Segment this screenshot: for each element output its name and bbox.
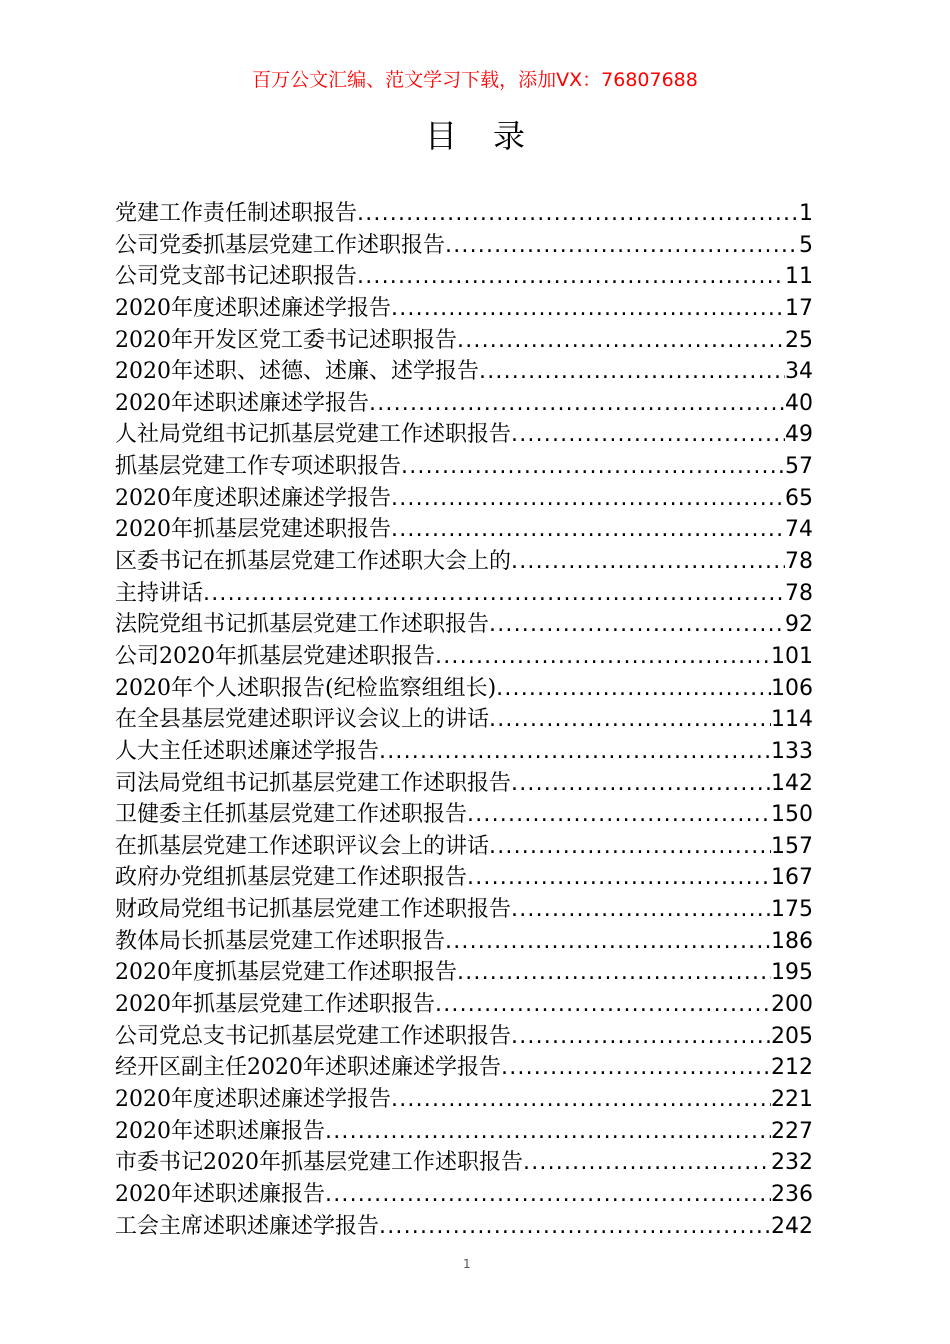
- toc-dot-leader: [391, 1084, 771, 1116]
- toc-entry[interactable]: [115, 736, 813, 768]
- toc-entry-title[interactable]: 公司党支部书记述职报告: [115, 264, 358, 290]
- toc-entry[interactable]: [115, 799, 813, 831]
- toc-entry-title[interactable]: 党建工作责任制述职报告: [115, 201, 358, 226]
- toc-entry[interactable]: [115, 356, 813, 388]
- toc-page-number[interactable]: 236: [771, 1181, 813, 1207]
- toc-dot-leader: [445, 230, 799, 262]
- toc-dot-leader: [435, 989, 771, 1021]
- toc-dot-leader: [467, 799, 771, 831]
- toc-dot-leader: [511, 546, 785, 578]
- toc-entry-title[interactable]: 抓基层党建工作专项述职报告: [115, 454, 402, 480]
- toc-dot-leader: [379, 736, 771, 768]
- toc-entry-title[interactable]: 公司2020年抓基层党建述职报告: [115, 643, 435, 669]
- toc-title: 目录: [424, 117, 561, 155]
- toc-entry[interactable]: [115, 894, 813, 926]
- toc-entry[interactable]: [115, 578, 813, 610]
- toc-entry[interactable]: [115, 1147, 813, 1179]
- toc-entry-title[interactable]: 2020年度抓基层党建工作述职报告: [115, 960, 457, 986]
- toc-page-number[interactable]: 40: [785, 390, 813, 416]
- toc-entry-title[interactable]: 政府办党组抓基层党建工作述职报告: [115, 865, 468, 891]
- toc-page-number[interactable]: 212: [771, 1055, 813, 1081]
- toc-entry-title[interactable]: 财政局党组书记抓基层党建工作述职报告: [115, 897, 512, 923]
- toc-dot-leader: [511, 1021, 771, 1053]
- toc-page-number[interactable]: 232: [771, 1150, 813, 1176]
- toc-entry[interactable]: [115, 862, 813, 894]
- toc-entry[interactable]: [115, 230, 813, 262]
- toc-page-number[interactable]: 78: [785, 549, 813, 575]
- toc-entry[interactable]: [115, 831, 813, 863]
- toc-list: [115, 198, 813, 1242]
- toc-entry[interactable]: [115, 419, 813, 451]
- toc-page-number[interactable]: 195: [771, 960, 813, 986]
- toc-dot-leader: [435, 641, 771, 673]
- toc-entry[interactable]: [115, 198, 813, 230]
- toc-dot-leader: [489, 609, 785, 641]
- toc-page-number[interactable]: 5: [799, 232, 813, 258]
- toc-entry[interactable]: [115, 514, 813, 546]
- toc-page-number[interactable]: 186: [771, 928, 813, 954]
- toc-dot-leader: [511, 894, 771, 926]
- toc-page-number[interactable]: 101: [771, 643, 813, 669]
- toc-entry-title[interactable]: 2020年述职述廉述学报告: [115, 390, 369, 416]
- toc-dot-leader: [511, 419, 785, 451]
- toc-dot-leader: [391, 514, 785, 546]
- toc-entry[interactable]: [115, 261, 813, 293]
- toc-page-number[interactable]: 205: [771, 1023, 813, 1049]
- toc-page-number[interactable]: 11: [785, 264, 813, 290]
- toc-page-number[interactable]: 74: [785, 517, 813, 543]
- toc-entry[interactable]: [115, 1052, 813, 1084]
- toc-page-number[interactable]: 167: [771, 865, 813, 891]
- toc-entry[interactable]: [115, 957, 813, 989]
- toc-page-number[interactable]: 157: [771, 833, 813, 859]
- toc-entry-title[interactable]: 2020年度述职述廉述学报告: [115, 295, 391, 321]
- toc-entry[interactable]: [115, 1179, 813, 1211]
- toc-page-number[interactable]: 25: [785, 327, 813, 353]
- toc-entry[interactable]: [115, 641, 813, 673]
- toc-page-number[interactable]: 34: [785, 359, 813, 385]
- toc-page-number[interactable]: 133: [771, 738, 813, 764]
- toc-entry-title[interactable]: 2020年述职述廉报告: [115, 1181, 325, 1207]
- toc-entry[interactable]: [115, 609, 813, 641]
- toc-dot-leader: [357, 198, 799, 230]
- toc-entry-title[interactable]: 2020年抓基层党建工作述职报告: [115, 992, 435, 1018]
- header-note: 百万公文汇编、范文学习下载，添加VX：76807688: [252, 69, 698, 91]
- toc-entry-title[interactable]: 2020年开发区党工委书记述职报告: [115, 327, 457, 353]
- toc-dot-leader: [401, 451, 785, 483]
- toc-dot-leader: [445, 926, 771, 958]
- toc-page-number[interactable]: 221: [771, 1086, 813, 1112]
- toc-dot-leader: [467, 862, 771, 894]
- toc-page-number[interactable]: 65: [785, 485, 813, 511]
- toc-page-number[interactable]: 49: [785, 422, 813, 448]
- toc-entry[interactable]: [115, 1084, 813, 1116]
- toc-entry-title[interactable]: 工会主席述职述廉述学报告: [115, 1213, 380, 1239]
- toc-entry[interactable]: [115, 704, 813, 736]
- toc-dot-leader: [391, 293, 785, 325]
- toc-entry-title[interactable]: 在抓基层党建工作述职评议会上的讲话: [115, 833, 490, 859]
- toc-entry-title[interactable]: 2020年度述职述廉述学报告: [115, 485, 391, 511]
- toc-entry-title[interactable]: 教体局长抓基层党建工作述职报告: [115, 928, 446, 954]
- toc-dot-leader: [489, 831, 771, 863]
- toc-entry[interactable]: [115, 325, 813, 357]
- toc-page-number[interactable]: 150: [771, 802, 813, 828]
- toc-entry-title[interactable]: 2020年个人述职报告(纪检监察组组长): [115, 675, 497, 701]
- toc-entry-title[interactable]: 人大主任述职述廉述学报告: [115, 738, 380, 764]
- toc-dot-leader: [457, 325, 785, 357]
- toc-entry[interactable]: [115, 768, 813, 800]
- toc-dot-leader: [511, 768, 771, 800]
- toc-entry-title[interactable]: 2020年度述职述廉述学报告: [115, 1086, 391, 1112]
- toc-entry[interactable]: [115, 673, 813, 705]
- toc-entry-title[interactable]: 2020年抓基层党建述职报告: [115, 517, 391, 543]
- toc-page-number[interactable]: 142: [771, 770, 813, 796]
- toc-dot-leader: [479, 356, 785, 388]
- toc-page-number[interactable]: 1: [799, 201, 813, 226]
- toc-entry[interactable]: [115, 989, 813, 1021]
- toc-entry-title[interactable]: 2020年述职、述德、述廉、述学报告: [115, 359, 479, 385]
- toc-entry-title[interactable]: 2020年述职述廉报告: [115, 1118, 325, 1144]
- toc-entry[interactable]: [115, 483, 813, 515]
- toc-page-number[interactable]: 17: [785, 295, 813, 321]
- toc-page-number[interactable]: 175: [771, 897, 813, 923]
- toc-page-number[interactable]: 200: [771, 992, 813, 1018]
- toc-entry-title[interactable]: 经开区副主任2020年述职述廉述学报告: [115, 1055, 501, 1081]
- toc-entry-title[interactable]: 在全县基层党建述职评议会议上的讲话: [115, 707, 490, 733]
- toc-entry[interactable]: [115, 293, 813, 325]
- page-number-mark: 1: [463, 1257, 471, 1271]
- toc-page-number[interactable]: 92: [785, 612, 813, 638]
- toc-page-number[interactable]: 242: [771, 1213, 813, 1239]
- toc-entry[interactable]: [115, 926, 813, 958]
- toc-dot-leader: [325, 1179, 771, 1211]
- toc-page-number[interactable]: 57: [785, 454, 813, 480]
- toc-dot-leader: [496, 673, 771, 705]
- toc-dot-leader: [489, 704, 771, 736]
- toc-entry[interactable]: [115, 1211, 813, 1243]
- toc-entry-title[interactable]: 公司党委抓基层党建工作述职报告: [115, 232, 446, 258]
- toc-entry[interactable]: [115, 388, 813, 420]
- toc-entry-title[interactable]: 公司党总支书记抓基层党建工作述职报告: [115, 1023, 512, 1049]
- toc-entry-title[interactable]: 人社局党组书记抓基层党建工作述职报告: [115, 422, 512, 448]
- toc-dot-leader: [203, 578, 785, 610]
- toc-dot-leader: [379, 1211, 771, 1243]
- toc-dot-leader: [501, 1052, 771, 1084]
- toc-entry[interactable]: [115, 546, 813, 578]
- toc-entry-title[interactable]: 主持讲话: [115, 580, 204, 606]
- toc-page-number[interactable]: 227: [771, 1118, 813, 1144]
- toc-dot-leader: [523, 1147, 771, 1179]
- toc-entry-title[interactable]: 区委书记在抓基层党建工作述职大会上的: [115, 549, 512, 575]
- toc-entry-title[interactable]: 法院党组书记抓基层党建工作述职报告: [115, 612, 490, 638]
- toc-entry[interactable]: [115, 1116, 813, 1148]
- toc-dot-leader: [369, 388, 785, 420]
- toc-dot-leader: [457, 957, 771, 989]
- toc-entry-title[interactable]: 市委书记2020年抓基层党建工作述职报告: [115, 1150, 523, 1176]
- toc-page-number[interactable]: 106: [771, 675, 813, 701]
- toc-entry-title[interactable]: 卫健委主任抓基层党建工作述职报告: [115, 802, 468, 828]
- toc-entry[interactable]: [115, 451, 813, 483]
- toc-page-number[interactable]: 78: [785, 580, 813, 606]
- toc-dot-leader: [325, 1116, 771, 1148]
- toc-dot-leader: [357, 261, 785, 293]
- toc-page-number[interactable]: 114: [771, 707, 813, 733]
- toc-entry[interactable]: [115, 1021, 813, 1053]
- toc-entry-title[interactable]: 司法局党组书记抓基层党建工作述职报告: [115, 770, 512, 796]
- toc-dot-leader: [391, 483, 785, 515]
